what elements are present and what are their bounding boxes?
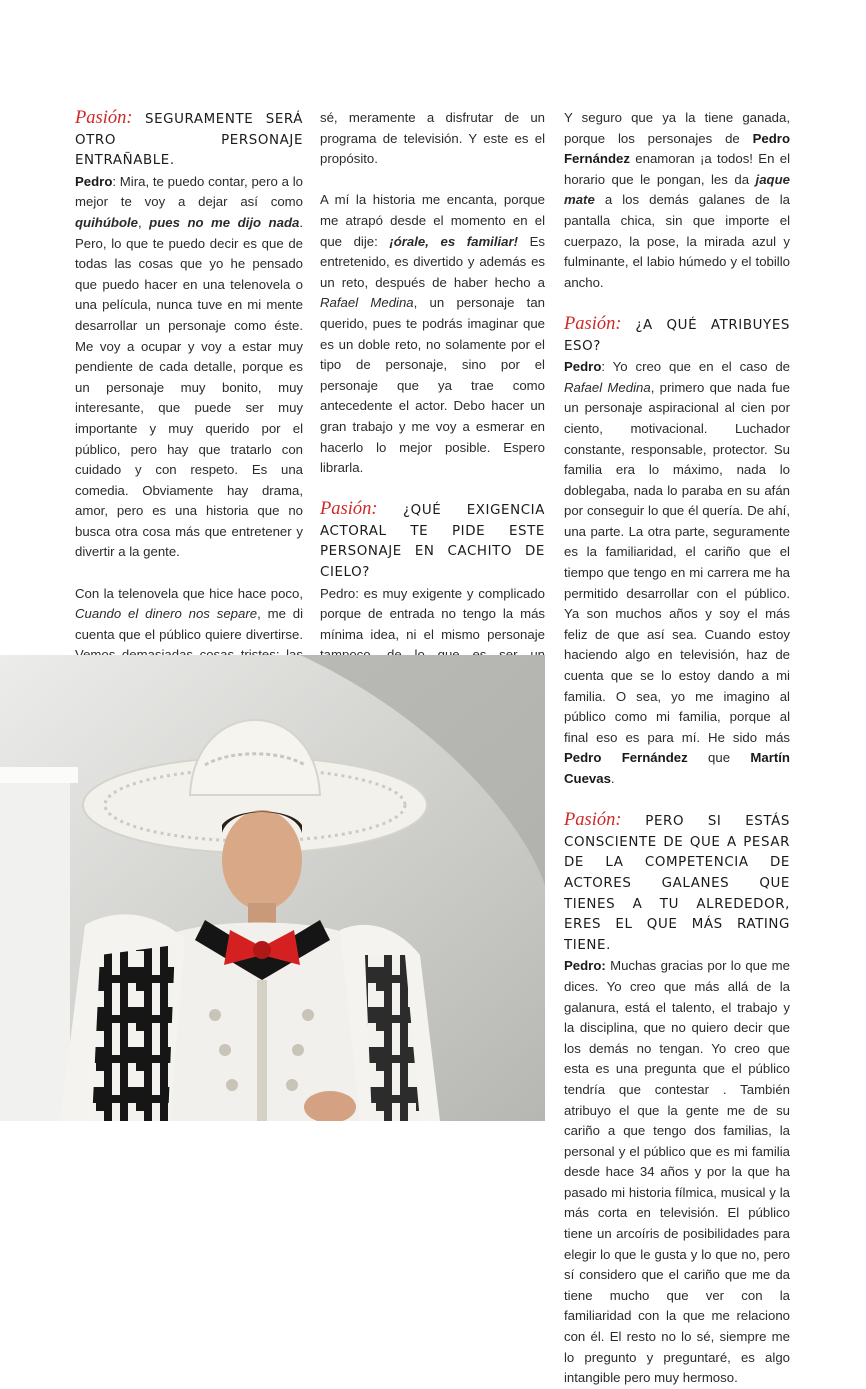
character-name: Martín Cuevas (564, 750, 790, 786)
character-name: Rafael Medina (320, 295, 414, 311)
bow-knot (253, 941, 271, 959)
speaker-name: Pedro (564, 359, 602, 375)
speaker-name: Pedro (75, 173, 113, 189)
answer-paragraph (564, 956, 790, 1388)
emphasis-text: ¡órale, es familiar! (389, 233, 519, 249)
answer-text: que (687, 750, 751, 766)
answer-text: A mí la historia me encanta, porque me atrapó desde el momento en el que dije: (320, 192, 545, 249)
answer-text: . Pero, lo que te puedo decir es que de todas las cosas que yo he pensado que puedo hacer en una telenovela o una película, nunca tuve en mi mente desarrollar un personaje como éste. Me voy a ocupar y voy a estar muy pendiente de cada detalle, porque es un personaje muy bonito, muy interesante, que puede ser muy importante y muy querido por el público, pero hay que tratarlo con cuidado y con respeto. Es una comedia. Obviamente hay drama, amor, pero es una historia que no busca otra cosa más que entretener y divertir a la gente. (75, 214, 304, 560)
answer-text: Con la telenovela que hice hace poco, (75, 585, 303, 601)
answer-text: : Mira, te puedo contar, pero a lo mejor te voy a dejar así como (75, 173, 303, 210)
answer-text: a los demás galanes de la pantalla chica, sin que importe el cuerpazo, la pose, la mirada azul y fulminante, el labio húmedo y el tobillo ancho. (564, 192, 790, 290)
actor-name: Pedro Fernández (564, 130, 790, 167)
question-brand: Pasión: (320, 499, 378, 520)
answer-text: Es entretenido, es divertido y además es un reto, después de haber hecho a (320, 233, 545, 290)
question-brand: Pasión: (564, 810, 622, 831)
answer-text: : Yo creo que en el caso de (601, 359, 790, 375)
article-column-3 (564, 108, 790, 1389)
question-brand: Pasión: (75, 108, 133, 128)
question-text: PERO SI ESTÁS CONSCIENTE DE QUE A PESAR DE LA COMPETENCIA DE ACTORES GALANES QUE TIENES A TU ALREDEDOR, ERES EL QUE MÁS RATING TIENE. (564, 814, 790, 953)
answer-text: . (610, 771, 615, 786)
charro-photo (0, 655, 545, 1121)
answer-paragraph: Pedro: es muy exigente y complicado porque de entrada no tengo la más mínima idea, ni el mismo personaje (320, 585, 545, 642)
charro-illustration (0, 655, 545, 1121)
question-text: ¿QUÉ EXIGENCIA ACTORAL TE PIDE ESTE PERSONAJE EN CACHITO DE CIELO? (320, 503, 545, 581)
answer-text: , un personaje tan querido, pues te podrás imaginar que es un doble reto, no solamente por el tipo de personaje, sino por el personaje que ya trae como antecedente el actor. Debo hacer un gran trabajo y me voy a esmerar en hacerlo lo mejor posible. Espero librarla. (320, 295, 545, 476)
answer-paragraph (75, 172, 303, 563)
speaker-name: Pedro: (564, 958, 606, 974)
question-2 (320, 499, 545, 583)
answer-paragraph (564, 357, 790, 789)
answer-text: enamoran ¡a todos! En el horario que le pongan, les da (564, 151, 790, 187)
answer-paragraph (564, 108, 790, 293)
answer-paragraph (320, 190, 545, 478)
answer-text: , me di cuenta que el público quiere divertirse. (75, 606, 304, 642)
emphasis-text: pues no me dijo nada (149, 214, 300, 230)
face (222, 810, 302, 910)
emphasis-text: quihúbole (75, 214, 138, 230)
serape-pattern (92, 945, 175, 1121)
question-3 (564, 314, 790, 357)
answer-text: , primero que nada fue un personaje aspiracional al cien por ciento, motivacional. Luchador constante, responsable, protector. Su familia era lo máximo, nada lo doblegaba, nada lo paraba en su afán por conseguir lo que él quería. De ahí, una parte. La otra parte, seguramente es la familiaridad, el cariño que el tiempo que tengo en mi carrera me ha permitido desarrollar con el público. Ya son muchos años y soy el más feliz de que así sea. Cuando estoy haciendo algo en televisión, haz de cuenta que se lo estoy dando a mi familia. O sea, yo me imagino al público como mi familia, porque al final eso es para mí. He sido más (564, 379, 790, 745)
question-text: ¿A QUÉ ATRIBUYES ESO? (564, 317, 790, 354)
answer-paragraph: sé, meramente a disfrutar de un programa de televisión. Y este es el propósito. (320, 110, 545, 167)
telenovela-title: Cuando el dinero nos separe (75, 606, 258, 622)
white-column (0, 775, 70, 1121)
emphasis-text: jaque mate (564, 171, 790, 208)
column-capital (0, 767, 78, 783)
answer-text: Y seguro que ya la tiene ganada, porque los personajes de (564, 110, 790, 146)
question-4 (564, 810, 790, 956)
question-text: SEGURAMENTE SERÁ OTRO PERSONAJE ENTRAÑABLE. (75, 112, 303, 169)
question-1 (75, 108, 303, 172)
answer-text: , (138, 214, 150, 230)
actor-name: Pedro Fernández (564, 750, 688, 766)
character-name: Rafael Medina (564, 379, 651, 395)
answer-text: Muchas gracias por lo que me dices. Yo creo que más allá de la galanura, está el talento, el trabajo y la disciplina, que no quiero decir que los demás no tengan. Yo creo que esta es una pregunta que el público tendría que contestar . También atribuyo el que la gente me de su cariño a que tengo dos familias, la personal y el público que es mi familia desde hace 34 años y por la que ha pasado mi historia fílmica, musical y la más corta en televisión. El público tiene un arcoíris de posibilidades para elegir lo que le gusta y lo que no, pero sí considero que el cariño que me da tiene mucho que ver con la familiaridad con la que me relaciono con él. El resto no lo sé, siempre me lo pregunto y preguntaré, es algo intangible pero muy hermoso. (564, 958, 790, 1386)
question-brand: Pasión: (564, 313, 622, 334)
